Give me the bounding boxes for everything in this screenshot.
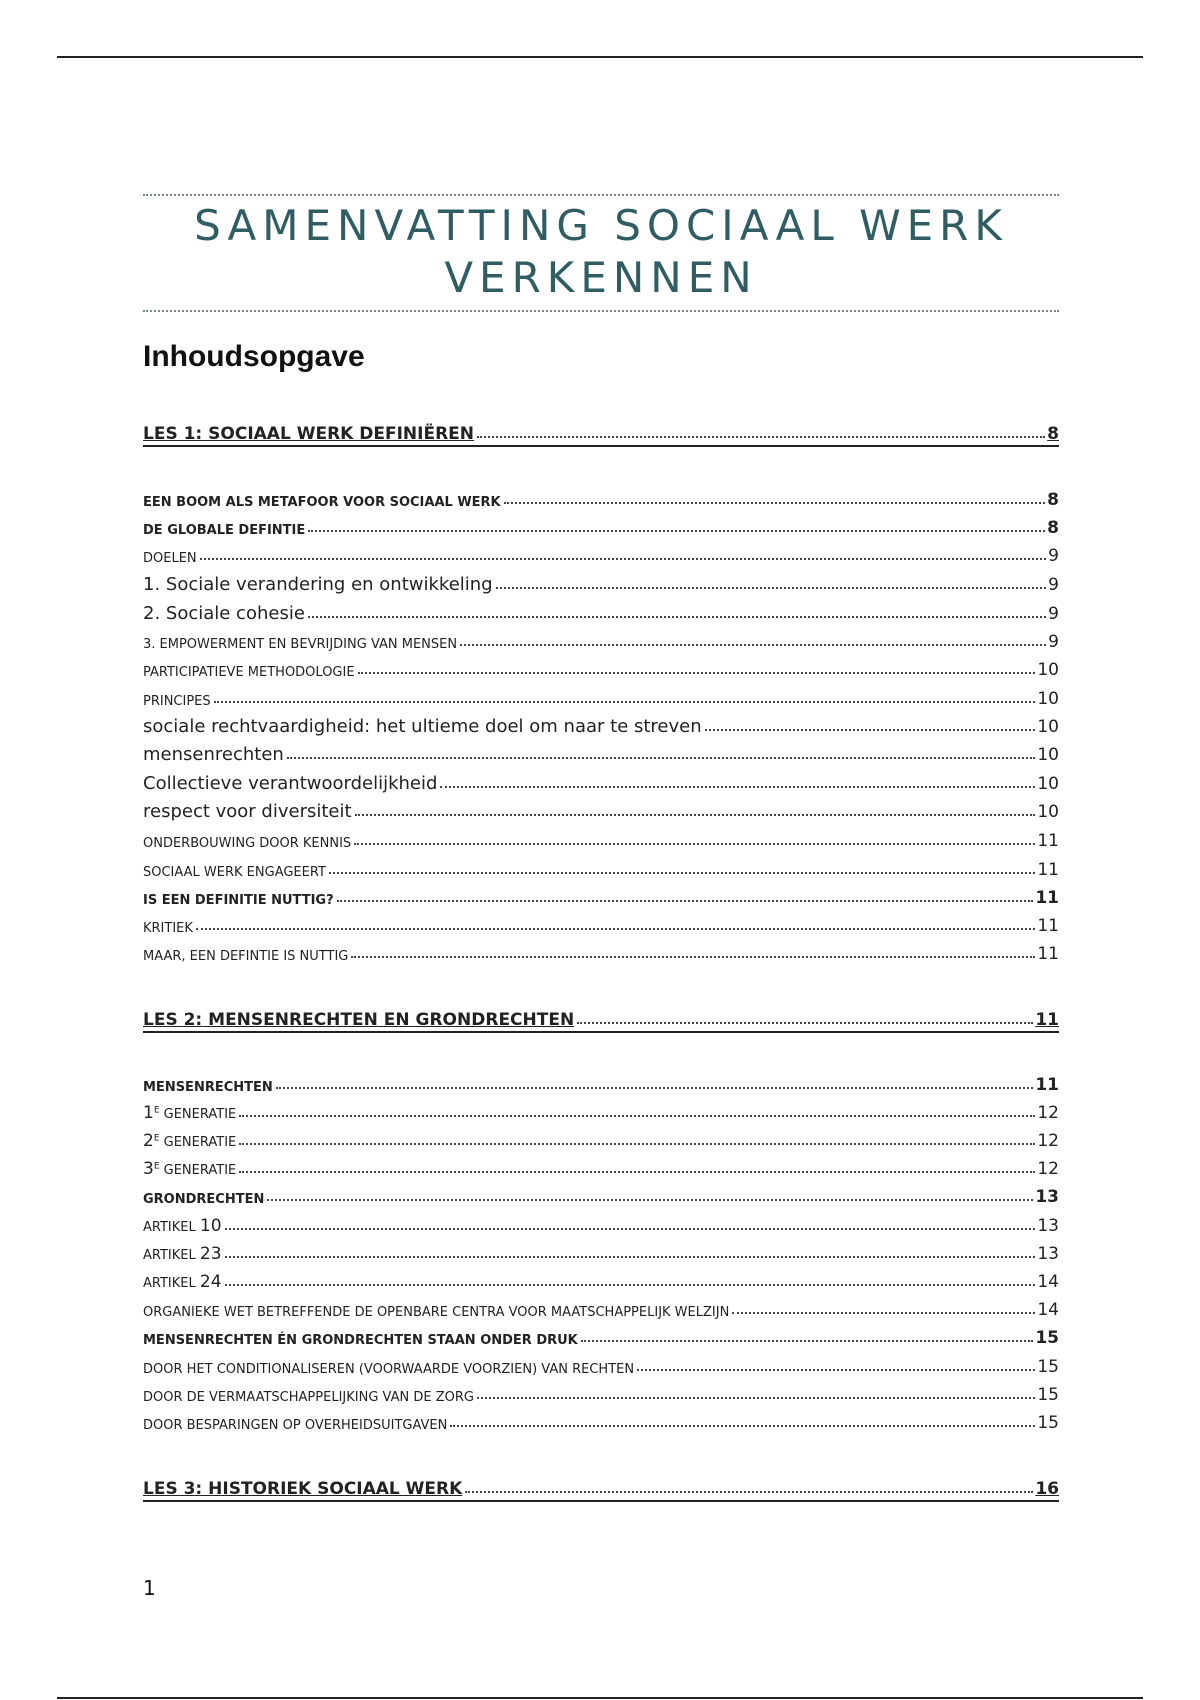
toc-entry[interactable]: MENSENRECHTEN ÉN GRONDRECHTEN STAAN ONDER DRUK 15 [143,1328,1059,1348]
toc-entry[interactable]: DOOR HET CONDITIONALISEREN (VOORWAARDE VOORZIEN) VAN RECHTEN 15 [143,1357,1059,1377]
toc-entry[interactable]: respect voor diversiteit 10 [143,801,1059,822]
document-title-line-2: VERKENNEN [444,253,758,302]
page-number: 1 [143,1576,156,1600]
toc-entry[interactable]: MENSENRECHTEN 11 [143,1075,1059,1095]
toc-entry[interactable]: ARTIKEL 23 13 [143,1244,1059,1264]
toc-entry[interactable]: MAAR, EEN DEFINTIE IS NUTTIG 11 [143,944,1059,964]
toc-entry[interactable]: IS EEN DEFINITIE NUTTIG? 11 [143,888,1059,908]
document-title [143,200,1059,304]
toc-entry[interactable]: KRITIEK 11 [143,916,1059,936]
toc-entry-les-2[interactable]: LES 2: MENSENRECHTEN EN GRONDRECHTEN 11 [143,1004,1059,1030]
toc-entry[interactable]: PARTICIPATIEVE METHODOLOGIE 10 [143,660,1059,680]
toc-entry[interactable]: $2^E$ GENERATIE 12 [143,1131,1059,1151]
toc-entry[interactable]: DOOR BESPARINGEN OP OVERHEIDSUITGAVEN 15 [143,1413,1059,1433]
toc-entry[interactable]: $3^E$ GENERATIE 12 [143,1159,1059,1179]
toc-entry[interactable]: ONDERBOUWING DOOR KENNIS 11 [143,831,1059,851]
toc-entry[interactable]: sociale rechtvaardigheid: het ultieme doel om naar te streven 10 [143,716,1059,737]
toc-entry[interactable]: 2. Sociale cohesie 9 [143,603,1059,624]
toc-entry[interactable]: DOOR DE VERMAATSCHAPPELIJKING VAN DE ZORG 15 [143,1385,1059,1405]
toc-entry[interactable]: ORGANIEKE WET BETREFFENDE DE OPENBARE CENTRA VOOR MAATSCHAPPELIJK WELZIJN 14 [143,1300,1059,1320]
toc-entry[interactable]: ARTIKEL 10 13 [143,1216,1059,1236]
toc-entry[interactable]: Collectieve verantwoordelijkheid 10 [143,773,1059,794]
toc-entry[interactable]: ARTIKEL 24 14 [143,1272,1059,1292]
toc-entry[interactable]: mensenrechten 10 [143,744,1059,765]
page-bottom-rule [57,1697,1143,1699]
toc-entry[interactable]: 1. Sociale verandering en ontwikkeling 9 [143,574,1059,595]
toc-heading: Inhoudsopgave [143,340,365,373]
page-top-rule [57,56,1143,58]
toc-entry[interactable]: GRONDRECHTEN 13 [143,1187,1059,1207]
toc-entry[interactable]: SOCIAAL WERK ENGAGEERT 11 [143,860,1059,880]
toc-entry[interactable]: PRINCIPES 10 [143,689,1059,709]
toc-entry[interactable]: DE GLOBALE DEFINTIE 8 [143,518,1059,538]
document-title-line-1: SAMENVATTING SOCIAAL WERK [194,201,1008,250]
toc-entry[interactable]: DOELEN 9 [143,546,1059,566]
toc-entry-les-3[interactable]: LES 3: HISTORIEK SOCIAAL WERK 16 [143,1473,1059,1499]
toc-entry[interactable]: 3. EMPOWERMENT EN BEVRIJDING VAN MENSEN 9 [143,632,1059,652]
toc-entry-les-1[interactable]: LES 1: SOCIAAL WERK DEFINIËREN 8 [143,418,1059,444]
title-box [143,194,1059,312]
toc-entry[interactable]: EEN BOOM ALS METAFOOR VOOR SOCIAAL WERK 8 [143,490,1059,510]
toc-entry[interactable]: $1^E$ GENERATIE 12 [143,1103,1059,1123]
